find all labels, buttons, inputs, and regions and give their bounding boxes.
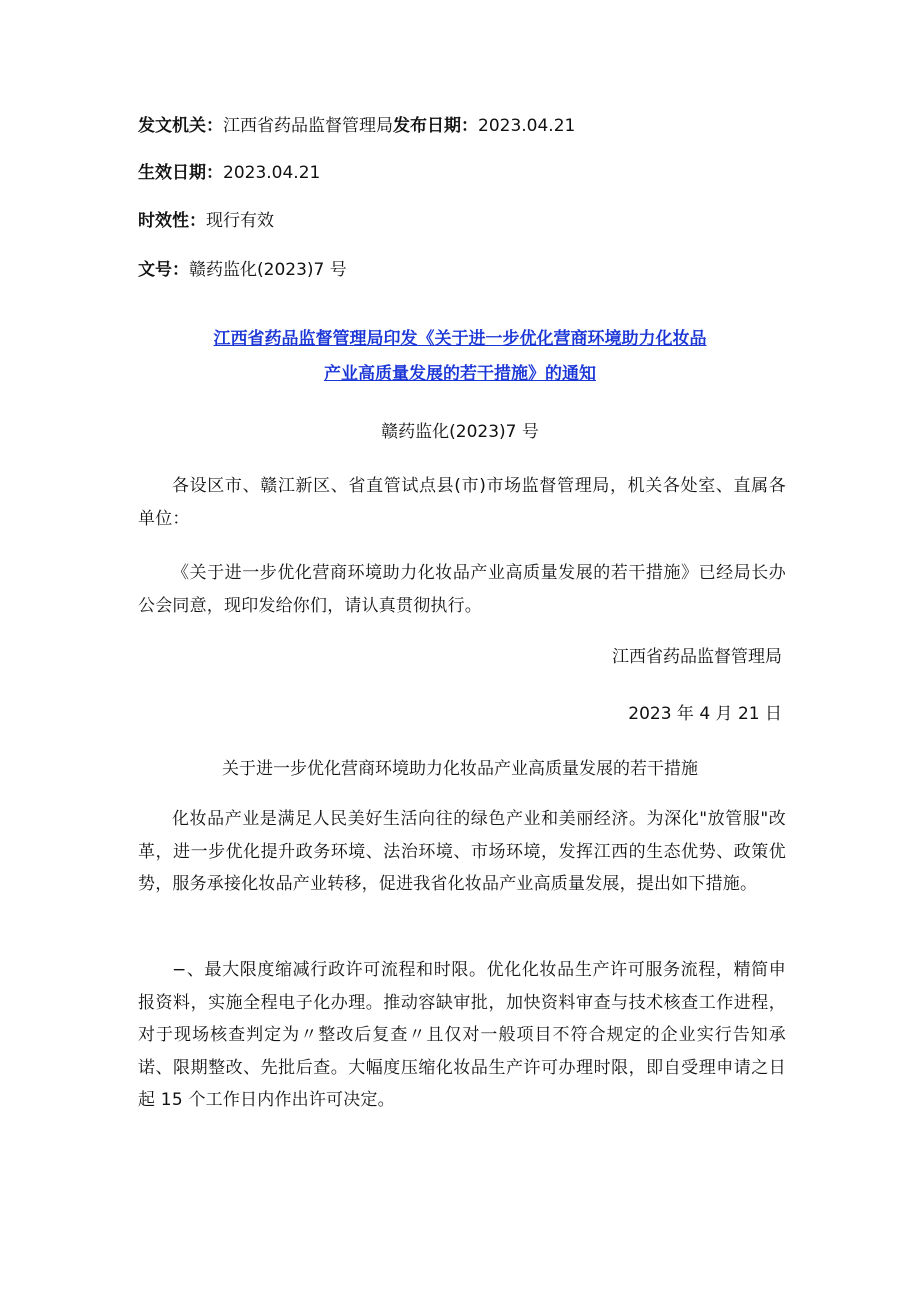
notice-title-line1[interactable]: 江西省药品监督管理局印发《关于进一步优化营商环境助力化妆品	[213, 329, 707, 349]
issuer-line	[138, 114, 575, 138]
publish-date-value: 2023.04.21	[478, 116, 576, 136]
notice-date: 2023 年 4 月 21 日	[628, 704, 782, 724]
doc-number-line	[138, 258, 347, 282]
measures-title: 关于进一步优化营商环境助力化妆品产业高质量发展的若干措施	[222, 759, 698, 779]
notice-signature: 江西省药品监督管理局	[612, 647, 782, 667]
notice-body: 《关于进一步优化营商环境助力化妆品产业高质量发展的若干措施》已经局长办公会同意，现印发给你们，请认真贯彻执行。	[138, 563, 786, 616]
validity-label: 时效性：	[138, 211, 206, 231]
effective-date-label: 生效日期：	[138, 163, 223, 183]
notice-recipients: 各设区市、赣江新区、省直管试点县(市)市场监督管理局，机关各处室、直属各单位：	[138, 476, 786, 529]
validity-value: 现行有效	[206, 211, 274, 231]
measures-item-1: −、最大限度缩减行政许可流程和时限。优化化妆品生产许可服务流程，精简申报资料，实施全程电子化办理。推动容缺审批，加快资料审查与技术核查工作进程，对于现场核查判定为〃整改后复查〃且仅对一般项目不符合规定的企业实行告知承诺、限期整改、先批后查。大幅度压缩化妆品生产许可办理时限，即自受理申请之日起 15 个工作日内作出许可决定。	[138, 960, 786, 1110]
effective-date-value: 2023.04.21	[223, 163, 321, 183]
validity-line	[138, 209, 274, 233]
issuer-label: 发文机关：	[138, 116, 223, 136]
doc-number-value: 赣药监化(2023)7 号	[189, 260, 347, 280]
effective-date-line	[138, 161, 320, 185]
measures-intro: 化妆品产业是满足人民美好生活向往的绿色产业和美丽经济。为深化"放管服"改革，进一步优化提升政务环境、法治环境、市场环境，发挥江西的生态优势、政策优势，服务承接化妆品产业转移，促进我省化妆品产业高质量发展，提出如下措施。	[138, 809, 786, 894]
publish-date-label: 发布日期：	[393, 116, 478, 136]
doc-number-label: 文号：	[138, 260, 189, 280]
notice-title-line2[interactable]: 产业高质量发展的若干措施》的通知	[324, 364, 596, 384]
issuer-value: 江西省药品监督管理局	[223, 116, 393, 136]
notice-doc-number: 赣药监化(2023)7 号	[381, 422, 539, 442]
notice-title[interactable]	[138, 327, 782, 386]
